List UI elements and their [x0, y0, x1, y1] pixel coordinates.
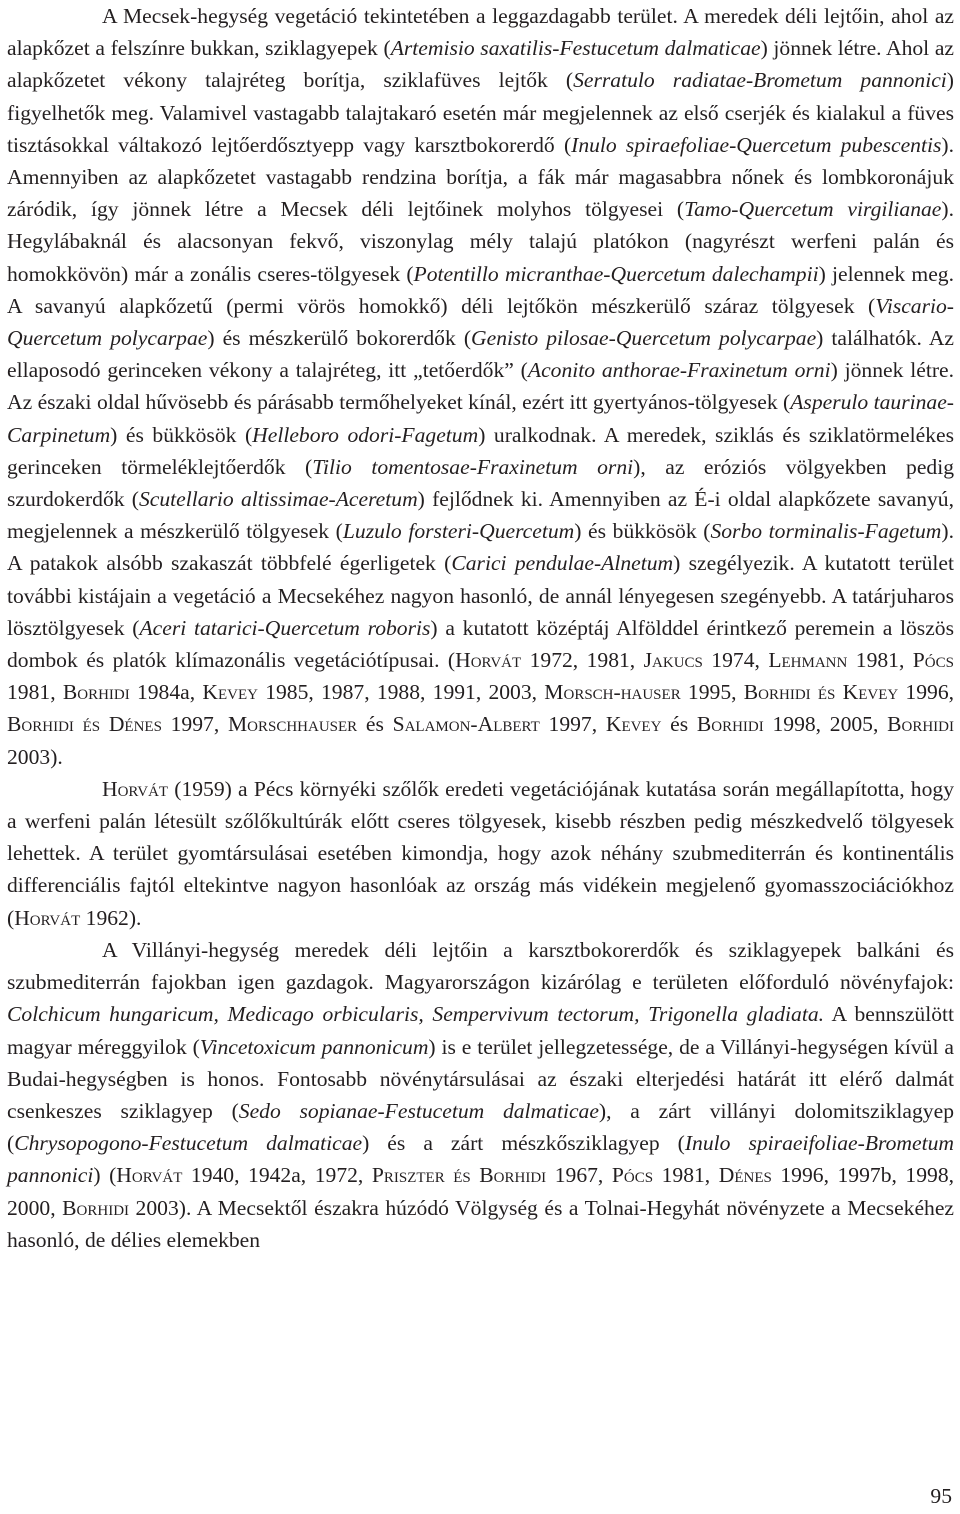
taxon-name: Scutellario altissimae-Aceretum — [138, 487, 418, 512]
text-run: ) uralkodnak. A meredek, sziklás és sziklatörmelékes gerinceken törmeléklejtőerdők ( — [7, 422, 954, 479]
citation-author: Priszter és Borhidi — [371, 1163, 547, 1188]
citation-author: Dénes — [718, 1163, 772, 1188]
text-run: A Mecsek-hegység vegetáció tekintetében a leggazdagabb terület. A meredek déli lejtőin, ahol az alapkőzet a felszínre bukkan, sziklagyepek ( — [7, 4, 954, 61]
text-run: ) figyelhetők meg. Valamivel vastagabb talajtakaró esetén már megjelennek az első cserjék és kialakul a füves tisztásokkal váltakozó lejtőerdősztyepp vagy karsztbokorerdő ( — [7, 68, 954, 157]
text-run: 1967, — [546, 1163, 612, 1188]
text-run: 1998, 2005, — [763, 712, 888, 737]
citation-author: Morsch-hauser — [544, 680, 681, 705]
text-run: ) jelennek meg. A savanyú alapkőzetű (permi vörös homokkő) déli lejtőkön mészkerülő száraz tölgyesek ( — [7, 261, 954, 318]
text-run: ) jönnek létre. Ahol az alapkőzetet vékony talajréteg borítja, sziklafüves lejtők ( — [7, 36, 954, 93]
taxon-name: Carici pendulae-Alnetum — [451, 551, 674, 576]
text-run: 1996, — [898, 680, 955, 705]
text-run: A Villányi-hegység meredek déli lejtőin a karsztbokorerdők és sziklagyepek balkáni és szubmediterrán fajokban igen gazdagok. Magyarországon kizárólag e területen előforduló növényfajok: — [7, 937, 954, 995]
text-run: ), az eróziós völgyekben pedig szurdokerdők ( — [7, 454, 954, 512]
citation-author: Morschhauser — [227, 712, 358, 737]
text-run: ) és bükkösök ( — [110, 422, 253, 447]
text-run: ) találhatók. Az ellaposodó gerinceken vékony a talajréteg, itt „tetőerdők” ( — [7, 326, 955, 383]
text-run: ) ( — [93, 1163, 117, 1188]
paragraph-mecsek — [7, 0, 954, 773]
citation-author: Horvát — [102, 776, 169, 801]
taxon-name: Sorbo torminalis-Fagetum — [710, 519, 942, 544]
citation-author: Horvát — [14, 905, 81, 930]
page-number: 95 — [930, 1484, 952, 1508]
citation-author: Lehmann — [768, 648, 848, 673]
taxon-name: Sedo sopianae-Festucetum dalmaticae — [238, 1098, 599, 1123]
text-run: 1981, — [653, 1163, 719, 1188]
taxon-name: Vincetoxicum pannonicum — [199, 1034, 429, 1059]
citation-author: Jakucs — [643, 648, 703, 673]
text-run: 1972, 1981, — [521, 648, 644, 673]
citation-author: Borhidi és Kevey — [743, 680, 899, 705]
text-run: ) fejlődnek ki. Amennyiben az É-i oldal alapkőzete savanyú, megjelennek a mészkerülő tölgyesek ( — [7, 487, 955, 544]
text-run: ) és bükkösök ( — [574, 519, 711, 544]
text-run: 1985, 1987, 1988, 1991, 2003, — [257, 680, 545, 705]
paragraph-pecs-vineyards — [7, 773, 954, 934]
citation-author: Pócs — [912, 648, 954, 673]
document-page — [7, 0, 954, 1256]
citation-author: Kevey — [202, 680, 258, 705]
text-run: ) és mészkerülő bokorerdők ( — [207, 326, 472, 351]
taxon-name: Tilio tomentosae-Fraxinetum orni — [312, 454, 634, 479]
text-run: ) is e terület jellegzetessége, de a Villányi-hegységen kívül a Budai-hegységben is honos. Fontosabb növénytársulásai az északi elterjedési határát itt elérő dalmát csenkeszes sziklagyep ( — [7, 1034, 954, 1123]
text-run: 2003). A Mecsektől északra húzódó Völgység és a Tolnai-Hegyhát növényzete a Mecsekéhez hasonló, de délies elemekben — [7, 1195, 955, 1252]
text-run: 1984a, — [129, 680, 203, 705]
taxon-name: Helleboro odori-Fagetum — [252, 422, 479, 447]
text-run: ) a kutatott középtáj Alfölddel érintkező peremein a löszös dombok és platók klímazonális vegetációtípusai. ( — [7, 615, 954, 673]
paragraph-villany-hills — [7, 934, 954, 1256]
text-run: 1997, — [539, 712, 606, 737]
taxon-name: Artemisio saxatilis-Festucetum dalmaticae — [390, 36, 761, 61]
text-run: (1959) a Pécs környéki szőlők eredeti vegetációjának kutatása során megállapította, hogy a werfeni palán létesült szőlőkultúrák előtt cseres tölgyesek, kisebb részben pedig mészkedvelő tölgyesek lehettek. A terület gyomtársulásai esetében kimondja, hogy azok néhány szubmediterrán és kontinentális differenciális fajtól eltekintve nagyon hasonlóak az ország más vidékein megjelenő gyomasszociációkhoz ( — [7, 776, 954, 930]
text-run: 1981, — [847, 648, 913, 673]
text-run: 1997, — [161, 712, 228, 737]
citation-author: Salamon-Albert — [392, 712, 540, 737]
text-run: ). Amennyiben az alapkőzetet vastagabb rendzina borítja, a fák már magasabbra nőnek és lombkoronájuk záródik, így jönnek létre a Mecsek déli lejtőinek molyhos tölgyesei ( — [7, 132, 954, 222]
text-run: 1996, 1997b, 1998, 2000, — [7, 1163, 955, 1220]
taxon-name: Inulo spiraeifoliae-Brometum pannonici — [7, 1131, 954, 1188]
text-run: ) jönnek létre. Az északi oldal hűvösebb és párásabb termőhelyeket kínál, ezért itt gyertyános-tölgyesek ( — [7, 358, 954, 415]
text-run: 1981, — [7, 680, 63, 705]
text-run: ) és a zárt mészkősziklagyep ( — [362, 1131, 685, 1156]
citation-author: Horvát — [455, 648, 522, 673]
text-run: ). A patakok alsóbb szakaszát többfelé égerligetek ( — [7, 519, 954, 576]
taxon-name: Asperulo taurinae-Carpinetum — [7, 390, 954, 447]
taxon-name: Potentillo micranthae-Quercetum dalechampii — [413, 261, 819, 286]
citation-author: Borhidi és Dénes — [7, 712, 162, 737]
citation-author: Borhidi — [887, 712, 954, 737]
citation-author: Borhidi — [62, 1195, 130, 1220]
taxon-name: Viscario-Quercetum polycarpae — [7, 293, 954, 351]
taxon-name: Colchicum hungaricum, Medicago orbicularis, Sempervivum tectorum, Trigonella gladiata. — [7, 1002, 825, 1027]
text-run: ), a zárt villányi dolomitsziklagyep ( — [7, 1098, 954, 1156]
citation-author: Borhidi — [62, 680, 130, 705]
text-run: 1940, 1942a, 1972, — [182, 1163, 372, 1188]
citation-author: Borhidi — [696, 712, 764, 737]
taxon-name: Chrysopogono-Festucetum dalmaticae — [14, 1131, 363, 1156]
text-run: 1962). — [80, 905, 142, 930]
taxon-name: Inulo spiraefoliae-Quercetum pubescentis — [571, 132, 942, 157]
text-run: 1995, — [680, 680, 744, 705]
taxon-name: Luzulo forsteri-Quercetum — [342, 519, 575, 544]
taxon-name: Aconito anthorae-Fraxinetum orni — [527, 358, 831, 383]
text-run: ). Hegylábaknál és alacsonyan fekvő, viszonylag mély talajú platókon (nagyrészt werfeni palán és homokkövön) már a zonális cseres-tölgyesek ( — [7, 197, 954, 286]
citation-author: Pócs — [611, 1163, 654, 1188]
citation-author: Kevey — [605, 712, 662, 737]
text-run: 1974, — [702, 648, 769, 673]
text-run: és — [661, 712, 697, 737]
text-run: és — [357, 712, 393, 737]
text-run: 2003). — [7, 744, 63, 769]
text-run: A bennszülött magyar méreggyilok ( — [7, 1002, 954, 1059]
taxon-name: Tamo-Quercetum virgilianae — [684, 197, 942, 222]
text-run: ) szegélyezik. A kutatott terület további kistájain a vegetáció a Mecsekéhez nagyon hasonló, de annál lényegesen szegényebb. A tatárjuharos lösztölgyesek ( — [7, 551, 954, 640]
citation-author: Horvát — [116, 1163, 183, 1188]
taxon-name: Serratulo radiatae-Brometum pannonici — [573, 68, 947, 93]
taxon-name: Aceri tatarici-Quercetum roboris — [139, 615, 431, 640]
taxon-name: Genisto pilosae-Quercetum polycarpae — [471, 326, 817, 351]
